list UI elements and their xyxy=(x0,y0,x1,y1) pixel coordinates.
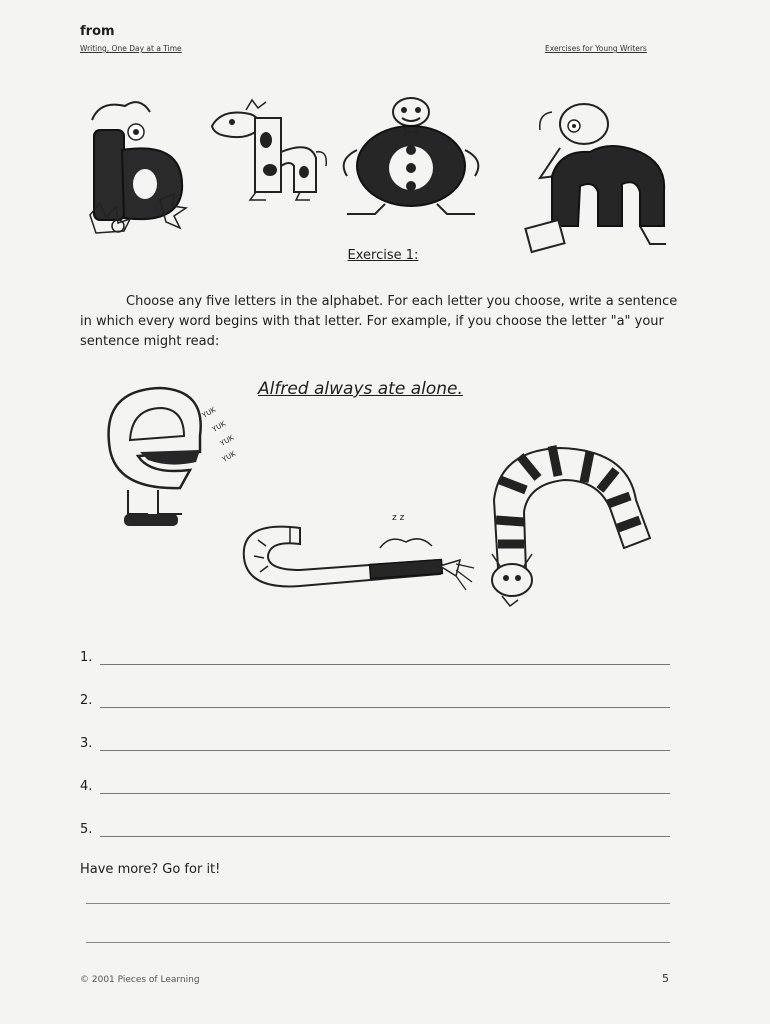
answer-line-number: 5. xyxy=(80,822,93,837)
exercise-title xyxy=(0,248,770,263)
letter-e-illustration xyxy=(109,388,238,526)
example-sentence: Alfred always ate alone. xyxy=(258,379,463,399)
answer-line-number: 2. xyxy=(80,693,93,708)
header-from: from xyxy=(80,24,115,39)
answer-line-5[interactable] xyxy=(80,822,670,842)
footer-page-number: 5 xyxy=(662,972,669,985)
extra-answer-line-1[interactable] xyxy=(86,903,670,904)
answer-line-4[interactable] xyxy=(80,779,670,799)
yuk-text-3: YUK xyxy=(219,433,236,448)
answer-line-3[interactable] xyxy=(80,736,670,756)
answer-line-2[interactable] xyxy=(80,693,670,713)
yuk-text-1: YUK xyxy=(201,405,218,420)
letter-o-illustration xyxy=(344,98,479,214)
extra-answer-line-2[interactable] xyxy=(86,942,670,943)
answer-line-1[interactable] xyxy=(80,650,670,670)
header-book-title: Writing, One Day at a Time xyxy=(80,44,182,53)
header-series-title: Exercises for Young Writers xyxy=(545,44,647,53)
yuk-text-4: YUK xyxy=(221,449,238,464)
letter-h-illustration xyxy=(212,100,326,200)
more-prompt: Have more? Go for it! xyxy=(80,862,221,877)
answer-line-number: 3. xyxy=(80,736,93,751)
letter-n-illustration xyxy=(492,446,650,606)
exercise-instructions xyxy=(80,292,680,352)
letter-m-illustration xyxy=(525,104,666,252)
exercise-title-text: Exercise 1: xyxy=(347,248,419,263)
letter-b-illustration xyxy=(90,102,186,233)
instructions-text: Choose any five letters in the alphabet. For each letter you choose, write a sentence in which every word begins with that letter. For example, if you choose the letter "a" your sentence might read: xyxy=(80,294,678,349)
svg-text:z z: z z xyxy=(392,513,405,523)
footer-copyright: © 2001 Pieces of Learning xyxy=(80,975,200,985)
letter-c-illustration xyxy=(244,513,474,590)
yuk-text-2: YUK xyxy=(211,419,228,434)
answer-line-number: 4. xyxy=(80,779,93,794)
answer-line-number: 1. xyxy=(80,650,93,665)
